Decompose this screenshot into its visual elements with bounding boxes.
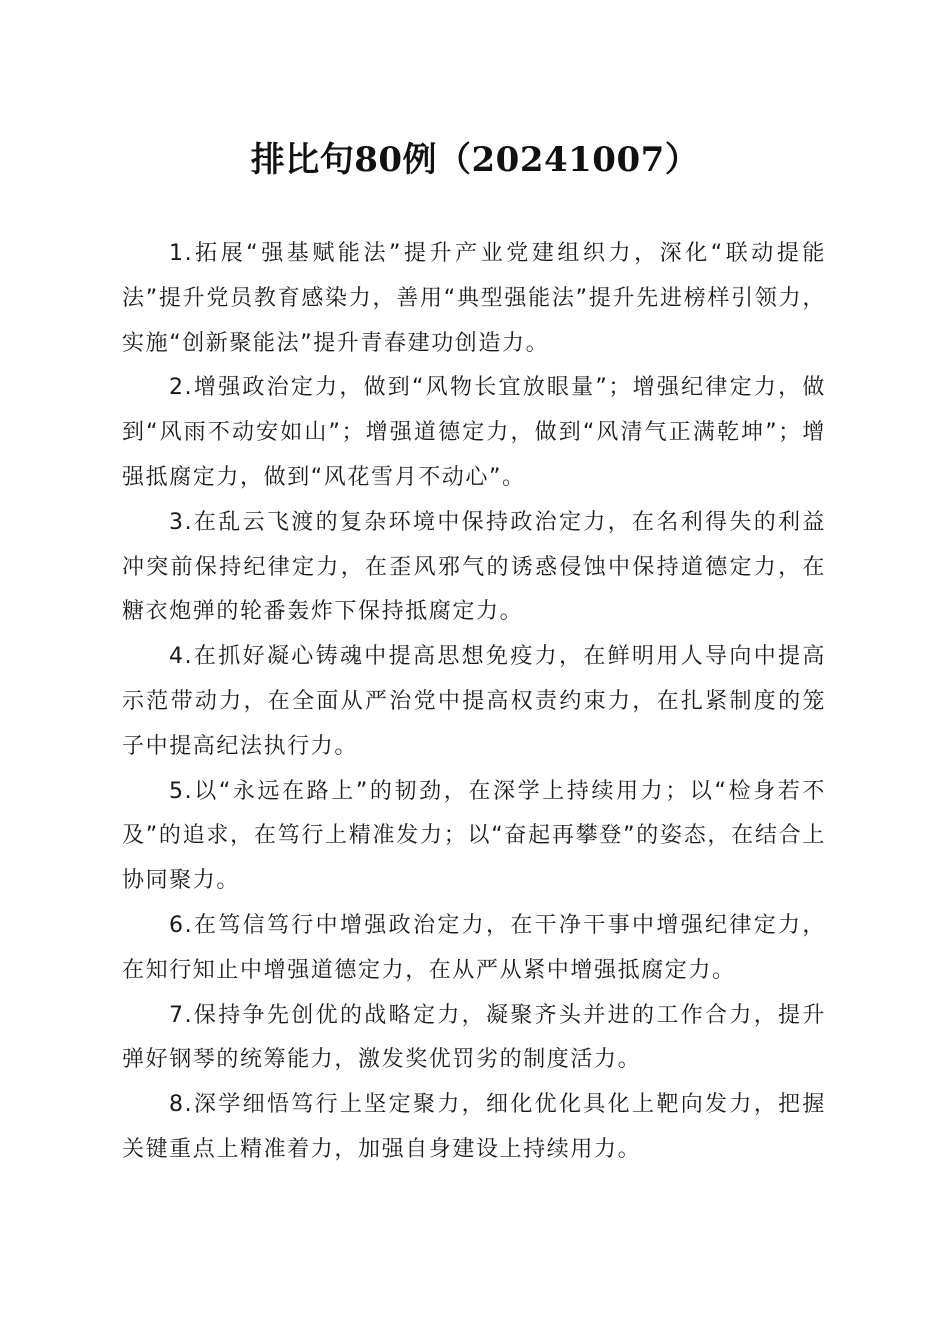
paragraph-7: 7.保持争先创优的战略定力，凝聚齐头并进的工作合力，提升弹好钢琴的统筹能力，激发奖优罚劣的制度活力。 xyxy=(122,1002,826,1073)
paragraph-1: 1.拓展“强基赋能法”提升产业党建组织力，深化“联动提能法”提升党员教育感染力，善用“典型强能法”提升先进榜样引领力，实施“创新聚能法”提升青春建功创造力。 xyxy=(122,241,826,356)
paragraph-6: 6.在笃信笃行中增强政治定力，在干净干事中增强纪律定力，在知行知止中增强道德定力，在从严从紧中增强抵腐定力。 xyxy=(122,912,826,983)
paragraph-2: 2.增强政治定力，做到“风物长宜放眼量”；增强纪律定力，做到“风雨不动安如山”；增强道德定力，做到“风清气正满乾坤”；增强抵腐定力，做到“风花雪月不动心”。 xyxy=(122,375,826,490)
paragraph-5: 5.以“永远在路上”的韧劲，在深学上持续用力；以“检身若不及”的追求，在笃行上精准发力；以“奋起再攀登”的姿态，在结合上协同聚力。 xyxy=(122,778,826,894)
paragraph-8: 8.深学细悟笃行上坚定聚力，细化优化具化上靶向发力，把握关键重点上精准着力，加强自身建设上持续用力。 xyxy=(122,1092,826,1162)
document-body xyxy=(122,232,826,1173)
paragraph-4: 4.在抓好凝心铸魂中提高思想免疫力，在鲜明用人导向中提高示范带动力，在全面从严治党中提高权责约束力，在扎紧制度的笼子中提高纪法执行力。 xyxy=(122,644,826,759)
paragraph-3: 3.在乱云飞渡的复杂环境中保持政治定力，在名利得失的利益冲突前保持纪律定力，在歪风邪气的诱惑侵蚀中保持道德定力，在糖衣炮弹的轮番轰炸下保持抵腐定力。 xyxy=(122,509,826,625)
document-title: 排比句80例（20241007） xyxy=(250,140,700,180)
